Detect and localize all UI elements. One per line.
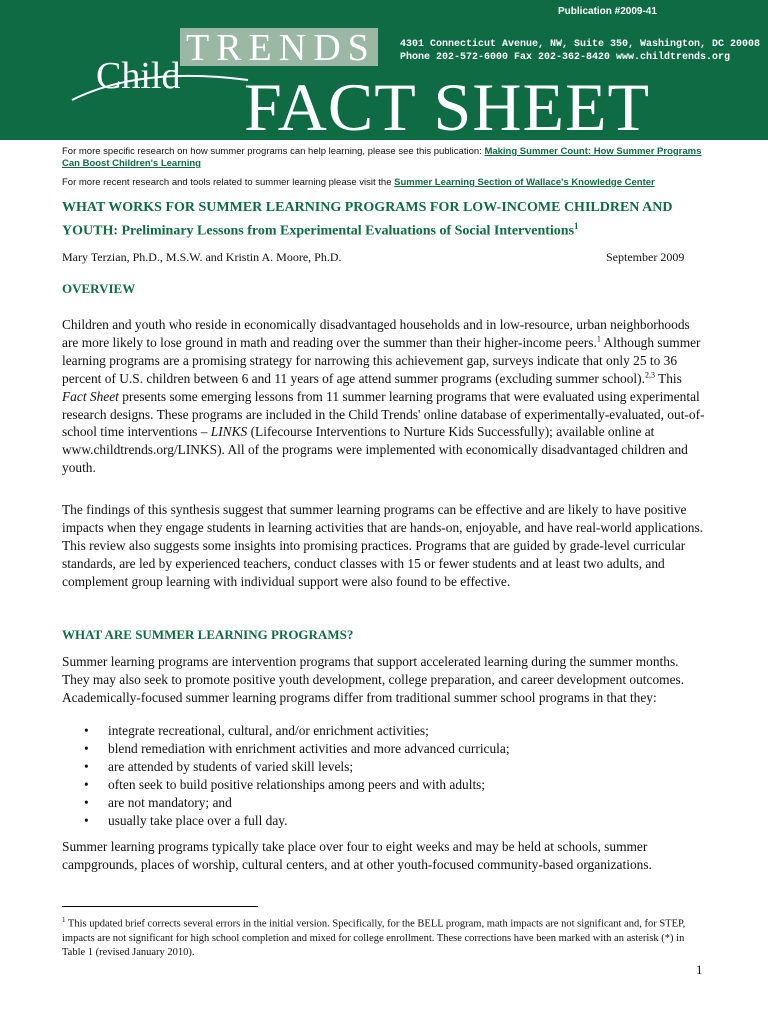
research-note-1: [62, 146, 702, 170]
fact-sheet-italic: Fact Sheet: [62, 388, 119, 404]
summer-programs-heading: WHAT ARE SUMMER LEARNING PROGRAMS?: [62, 627, 354, 642]
footnote-ref: 2,3: [644, 370, 655, 380]
header-banner: [0, 0, 768, 140]
document-title: [62, 199, 722, 241]
overview-p1-part-e: (Lifecourse Interventions to Nurture Kids Successfully); available online at www.childtrends.org/LINKS). All of the programs were implemented with economically disadvantaged children and youth.: [62, 424, 688, 476]
summer-programs-paragraph-1: Summer learning programs are intervention programs that support accelerated learning during the summer months. They may also seek to promote positive youth development, college preparation, and career development outcomes. Academically-focused summer learning programs differ from traditional summer school programs in that they:: [62, 654, 685, 705]
overview-paragraph-1: [62, 316, 708, 477]
overview-p1-part-c: This: [654, 370, 682, 386]
list-item: • integrate recreational, cultural, and/or enrichment activities;: [62, 722, 702, 740]
title-footnote-ref: 1: [574, 221, 579, 231]
footnote: [62, 913, 708, 960]
program-features-list: [62, 722, 702, 829]
links-italic: LINKS: [210, 424, 248, 440]
brand-child: Child: [96, 55, 181, 97]
brand-trends: TRENDS: [186, 27, 376, 69]
footnote-divider: [62, 906, 258, 907]
publication-date: September 2009: [606, 250, 685, 264]
summer-programs-paragraph-2: Summer learning programs typically take place over four to eight weeks and may be held at schools, summer campgrounds, places of worship, cultural centers, and at other youth-focused community-based organizations.: [62, 839, 652, 872]
list-item: • often seek to build positive relationships among peers and with adults;: [62, 776, 702, 794]
knowledge-center-link[interactable]: Summer Learning Section of Wallace's Knowledge Center: [394, 177, 655, 188]
phone-fax-web: Phone 202-572-6000 Fax 202-362-8420 www.childtrends.org: [400, 52, 731, 63]
list-item: • are not mandatory; and: [62, 794, 702, 812]
research-note-2: [62, 177, 702, 189]
document-title-text: WHAT WORKS FOR SUMMER LEARNING PROGRAMS FOR LOW-INCOME CHILDREN AND YOUTH: Preliminary Lessons from Experimental Evaluations of Social Interventions: [62, 200, 673, 239]
contact-block: [400, 38, 760, 64]
footnote-text: This updated brief corrects several errors in the initial version. Specifically, for the BELL program, math impacts are not significant and, for STEP, impacts are not significant for high school completion and mixed for college enrollment. These corrections have been marked with an asterisk (*) in Table 1 (revised January 2010).: [62, 918, 686, 958]
research-note-1-text: For more specific research on how summer programs can help learning, please see this publication:: [62, 146, 485, 157]
research-note-2-text: For more recent research and tools related to summer learning please visit the: [62, 177, 395, 188]
publication-number: Publication #2009-41: [558, 6, 657, 17]
overview-p1-part-a: Children and youth who reside in economically disadvantaged households and in low-resource, urban neighborhoods are more likely to lose ground in math and reading over the summer than their higher-income peers.: [62, 317, 690, 350]
authors: Mary Terzian, Ph.D., M.S.W. and Kristin A. Moore, Ph.D.: [62, 250, 342, 264]
footnote-ref: 1: [596, 334, 601, 344]
list-item: • blend remediation with enrichment activities and more advanced curricula;: [62, 740, 702, 758]
list-item: • are attended by students of varied skill levels;: [62, 758, 702, 776]
list-item: • usually take place over a full day.: [62, 812, 702, 830]
making-summer-count-link[interactable]: Making Summer Count: How Summer Programs Can Boost Children's Learning: [62, 146, 702, 169]
address: 4301 Connecticut Avenue, NW, Suite 350, Washington, DC 20008: [400, 39, 761, 50]
overview-p1-part-b: Although summer learning programs are a promising strategy for narrowing this achievement gap, surveys indicate that only 25 to 36 percent of U.S. children between 6 and 11 years of age attend summer programs (excluding summer school).: [62, 334, 701, 386]
footnote-marker: 1: [62, 916, 66, 924]
fact-sheet-title: FACT SHEET: [244, 69, 651, 140]
overview-paragraph-2: The findings of this synthesis suggest that summer learning programs can be effective and are likely to have positive impacts when they engage students in learning activities that are hands-on, enjoyable, and have real-world applications. This review also suggests some insights into promising practices. Programs that are guided by grade-level curricular standards, are led by experienced teachers, conduct classes with 15 or fewer students and at least two adults, and complement group learning with individual support were also found to be effective.: [62, 502, 704, 589]
page-number: 1: [696, 962, 703, 977]
overview-p1-part-d: presents some emerging lessons from 11 summer learning programs that were evaluated using experimental research designs. These programs are included in the Child Trends' online database of experimentally-evaluated, out-of-school time interventions –: [62, 388, 705, 440]
overview-heading: OVERVIEW: [62, 281, 136, 296]
